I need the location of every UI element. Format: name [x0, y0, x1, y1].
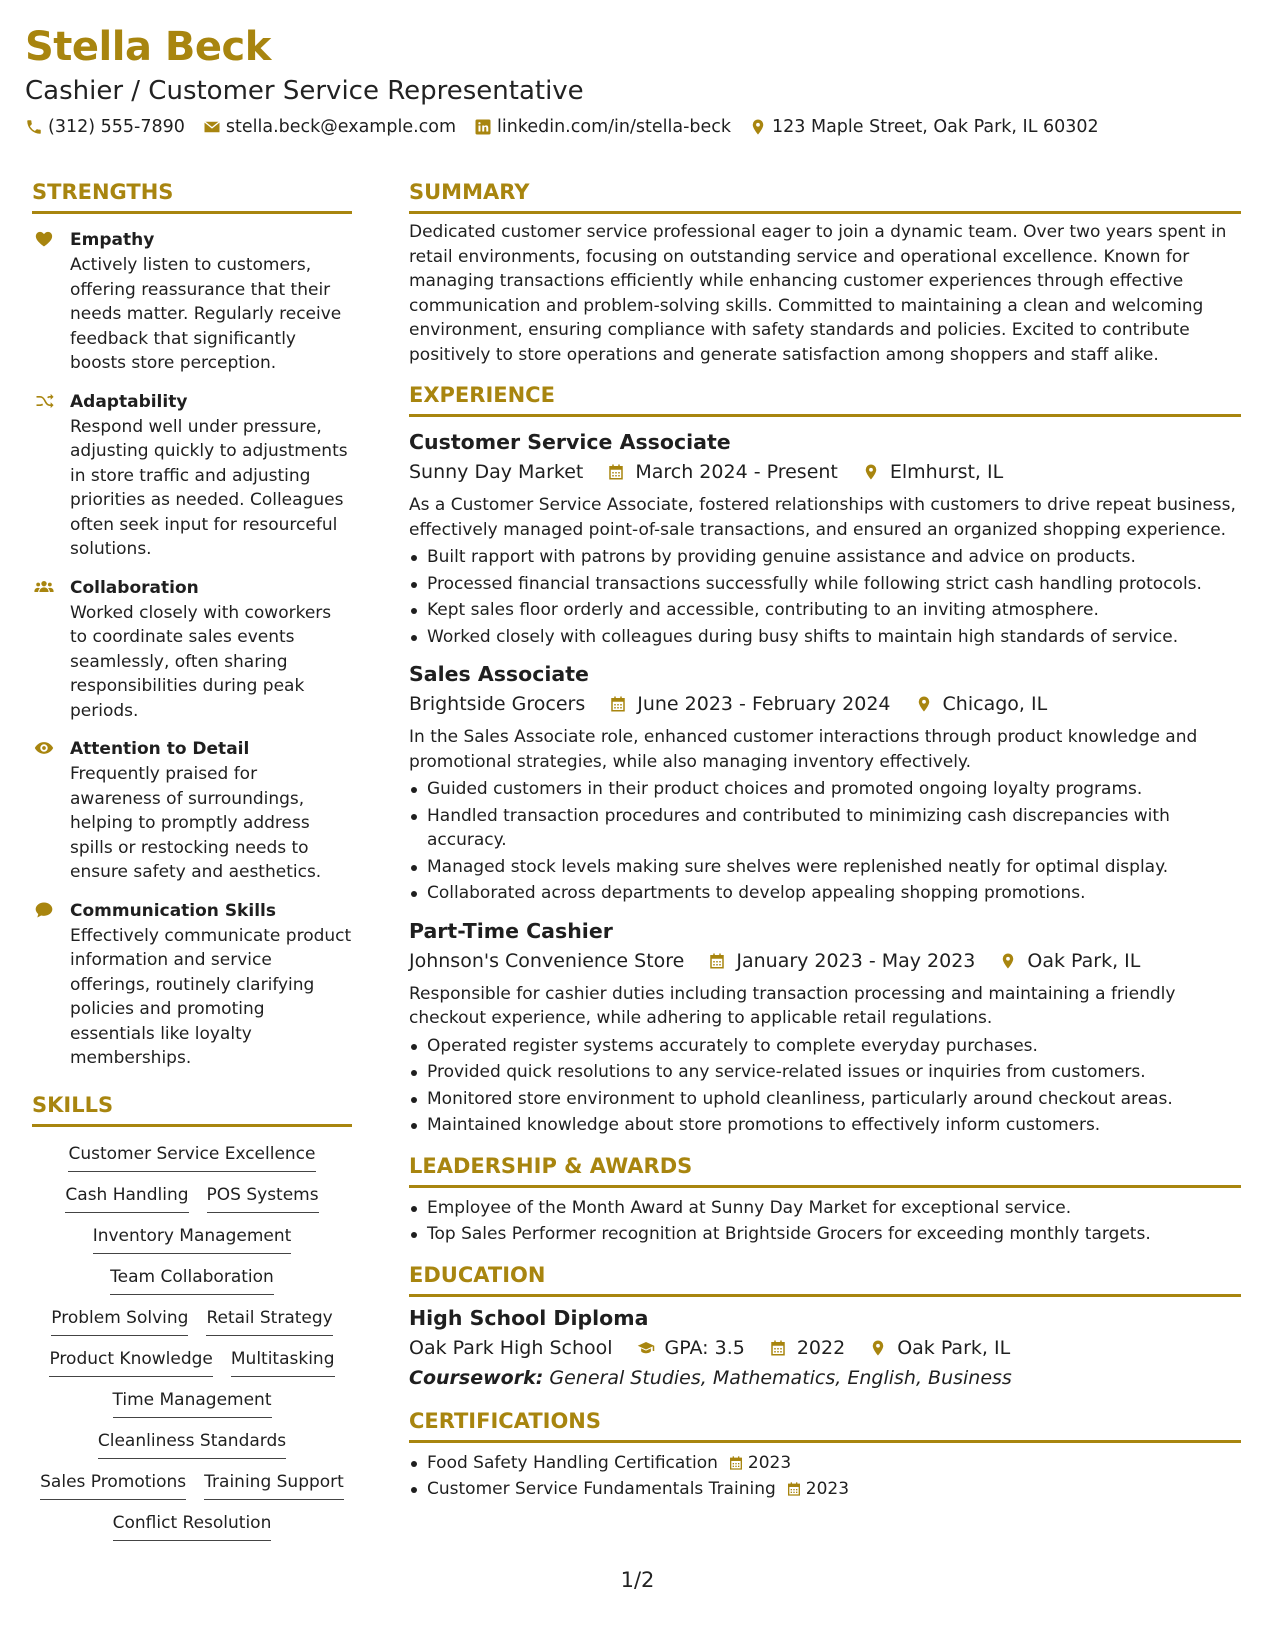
awards-heading: LEADERSHIP & AWARDS	[409, 1152, 1241, 1188]
contact-phone[interactable]	[25, 114, 185, 140]
list-item: Top Sales Performer recognition at Brightside Grocers for exceeding monthly targets.	[409, 1222, 1241, 1247]
phone-text: (312) 555-7890	[48, 117, 185, 137]
list-item: Collaborated across departments to develop appealing shopping promotions.	[409, 881, 1241, 906]
eye-icon	[34, 738, 54, 758]
list-item	[409, 1451, 1241, 1476]
right-column	[409, 178, 1241, 1504]
shuffle-icon	[34, 391, 54, 411]
strength-desc: Worked closely with coworkers to coordinate sales events seamlessly, often sharing responsibilities during peak periods.	[70, 602, 332, 721]
skill-tag: Customer Service Excellence	[68, 1141, 315, 1172]
coursework-label: Coursework:	[409, 1366, 544, 1389]
list-item: Handled transaction procedures and contributed to minimizing cash discrepancies with accuracy.	[409, 804, 1241, 853]
strength-title: Empathy	[70, 230, 155, 250]
school-name: Oak Park High School	[409, 1336, 613, 1359]
skill-tag: Product Knowledge	[49, 1346, 212, 1377]
calendar-icon	[609, 695, 627, 713]
job-meta	[409, 689, 1241, 719]
graduation-year: 2022	[796, 1336, 846, 1359]
calendar-icon	[708, 952, 726, 970]
cert-year: 2023	[805, 1479, 850, 1499]
list-item: Provided quick resolutions to any service-related issues or inquiries from customers.	[409, 1060, 1241, 1085]
calendar-icon	[607, 463, 625, 481]
map-marker-icon	[862, 463, 880, 481]
job-bullets	[409, 777, 1241, 906]
address-text: 123 Maple Street, Oak Park, IL 60302	[772, 117, 1099, 137]
job-title: Part-Time Cashier	[409, 918, 613, 943]
map-marker-icon	[999, 952, 1017, 970]
skill-tag: Training Support	[204, 1469, 344, 1500]
skill-tag: Team Collaboration	[110, 1264, 274, 1295]
job-location: Oak Park, IL	[1027, 949, 1141, 972]
strength-title: Adaptability	[70, 391, 188, 412]
job-dates: June 2023 - February 2024	[637, 693, 891, 715]
page-number: 1/2	[620, 1568, 655, 1592]
list-item: Kept sales floor orderly and accessible, contributing to an inviting atmosphere.	[409, 598, 1241, 623]
skills-list	[32, 1141, 352, 1541]
job-entry	[409, 659, 1241, 906]
list-item: Maintained knowledge about store promotions to effectively inform customers.	[409, 1113, 1241, 1138]
job-location: Elmhurst, IL	[889, 461, 1004, 483]
list-item: Monitored store environment to uphold cleanliness, particularly around checkout areas.	[409, 1087, 1241, 1112]
education-heading: EDUCATION	[409, 1261, 1241, 1297]
email-text: stella.beck@example.com	[225, 117, 457, 137]
list-item: Operated register systems accurately to complete everyday purchases.	[409, 1034, 1241, 1059]
resume-header	[25, 22, 1255, 140]
left-column	[32, 178, 352, 1541]
skills-heading: SKILLS	[32, 1091, 352, 1127]
envelope-icon	[203, 118, 221, 136]
skill-tag: Cleanliness Standards	[98, 1428, 286, 1459]
job-meta	[409, 946, 1241, 976]
candidate-role: Cashier / Customer Service Representative	[25, 76, 584, 106]
contact-email[interactable]	[203, 114, 456, 140]
job-title: Sales Associate	[409, 662, 589, 686]
list-item: Managed stock levels making sure shelves were replenished neatly for optimal display.	[409, 855, 1241, 880]
degree-title: High School Diploma	[409, 1305, 649, 1330]
job-company: Sunny Day Market	[409, 461, 584, 483]
skill-tag: Retail Strategy	[206, 1305, 332, 1336]
strength-item	[32, 227, 352, 376]
list-item: Processed financial transactions successfully while following strict cash handling protocols.	[409, 572, 1241, 597]
map-marker-icon	[749, 118, 767, 136]
skill-tag: Time Management	[113, 1387, 272, 1418]
cert-name: Food Safety Handling Certification	[427, 1452, 718, 1473]
list-item: Guided customers in their product choices and promoted ongoing loyalty programs.	[409, 777, 1241, 802]
linkedin-text: linkedin.com/in/stella-beck	[497, 117, 732, 137]
awards-list	[409, 1196, 1241, 1247]
strength-desc: Frequently praised for awareness of surroundings, helping to promptly address spills or restocking needs to ensure safety and aesthetics.	[70, 764, 322, 882]
phone-icon	[25, 118, 43, 136]
list-item: Employee of the Month Award at Sunny Day Market for exceptional service.	[409, 1196, 1241, 1221]
skill-tag: Problem Solving	[51, 1305, 188, 1336]
strength-desc: Actively listen to customers, offering reassurance that their needs matter. Regularly receive feedback that significantly boosts store perception.	[70, 255, 342, 373]
school-location: Oak Park, IL	[897, 1336, 1011, 1359]
job-entry	[409, 427, 1241, 649]
summary-heading: SUMMARY	[409, 178, 1241, 214]
coursework-list: General Studies, Mathematics, English, Business	[549, 1366, 1012, 1389]
strength-title: Collaboration	[70, 577, 199, 598]
gpa-text: GPA: 3.5	[664, 1336, 745, 1359]
skill-tag: Multitasking	[231, 1346, 335, 1377]
skill-tag: Inventory Management	[93, 1223, 292, 1254]
list-item: Worked closely with colleagues during busy shifts to maintain high standards of service.	[409, 625, 1241, 650]
strengths-heading: STRENGTHS	[32, 178, 352, 214]
contact-address	[749, 114, 1099, 140]
skill-tag: Conflict Resolution	[113, 1510, 272, 1541]
calendar-icon	[786, 1481, 802, 1497]
job-description: As a Customer Service Associate, fostered relationships with customers to drive repeat business, effectively managed point-of-sale transactions, and ensured an organized shopping experience.	[409, 495, 1236, 540]
strength-item	[32, 575, 352, 724]
job-company: Brightside Grocers	[409, 693, 586, 715]
coursework	[409, 1363, 1241, 1393]
candidate-name: Stella Beck	[25, 24, 271, 70]
strength-item	[32, 389, 352, 562]
job-title: Customer Service Associate	[409, 430, 731, 454]
education-meta	[409, 1333, 1241, 1363]
strength-item	[32, 736, 352, 885]
contact-linkedin[interactable]	[474, 114, 731, 140]
skill-tag: Sales Promotions	[40, 1469, 186, 1500]
job-meta	[409, 457, 1241, 487]
skill-tag: POS Systems	[207, 1182, 319, 1213]
heart-icon	[34, 229, 54, 249]
contact-bar	[25, 114, 1255, 140]
comment-icon	[34, 900, 54, 920]
strength-title: Communication Skills	[70, 900, 276, 921]
strength-desc: Respond well under pressure, adjusting quickly to adjustments in store traffic and adjusting priorities as needed. Colleagues often seek input for resourceful solutions.	[70, 416, 348, 559]
users-icon	[34, 577, 54, 597]
calendar-icon	[769, 1339, 787, 1357]
job-bullets	[409, 1034, 1241, 1138]
strength-title: Attention to Detail	[70, 739, 250, 759]
experience-heading: EXPERIENCE	[409, 381, 1241, 417]
map-marker-icon	[869, 1339, 887, 1357]
job-location: Chicago, IL	[942, 693, 1048, 715]
calendar-icon	[728, 1455, 744, 1471]
job-dates: January 2023 - May 2023	[736, 949, 976, 972]
skill-tag: Cash Handling	[65, 1182, 188, 1213]
job-description: In the Sales Associate role, enhanced customer interactions through product knowledge and promotional strategies, while also managing inventory effectively.	[409, 727, 1198, 772]
certifications-list	[409, 1451, 1241, 1502]
graduation-cap-icon	[637, 1339, 655, 1357]
strength-item	[32, 898, 352, 1071]
cert-name: Customer Service Fundamentals Training	[427, 1479, 776, 1499]
job-entry	[409, 916, 1241, 1138]
certifications-heading: CERTIFICATIONS	[409, 1407, 1241, 1443]
list-item: Built rapport with patrons by providing genuine assistance and advice on products.	[409, 545, 1241, 570]
summary-text: Dedicated customer service professional eager to join a dynamic team. Over two years spent in retail environments, focusing on outstanding service and operational excellence. Known for managing transactions efficiently while enhancing customer experiences through effective communication and problem-solving skills. Committed to maintaining a clean and welcoming environment, ensuring compliance with safety standards and policies. Excited to contribute positively to store operations and generate satisfaction among shoppers and staff alike.	[409, 222, 1227, 365]
job-dates: March 2024 - Present	[635, 461, 838, 483]
map-marker-icon	[915, 695, 933, 713]
list-item	[409, 1477, 1241, 1502]
job-bullets	[409, 545, 1241, 649]
cert-year: 2023	[747, 1452, 792, 1473]
strength-desc: Effectively communicate product information and service offerings, routinely clarifying policies and promoting essentials like loyalty memberships.	[70, 925, 352, 1068]
job-description: Responsible for cashier duties including transaction processing and maintaining a friendly checkout experience, while adhering to applicable retail regulations.	[409, 983, 1176, 1028]
job-company: Johnson's Convenience Store	[409, 949, 685, 972]
linkedin-icon	[474, 118, 492, 136]
